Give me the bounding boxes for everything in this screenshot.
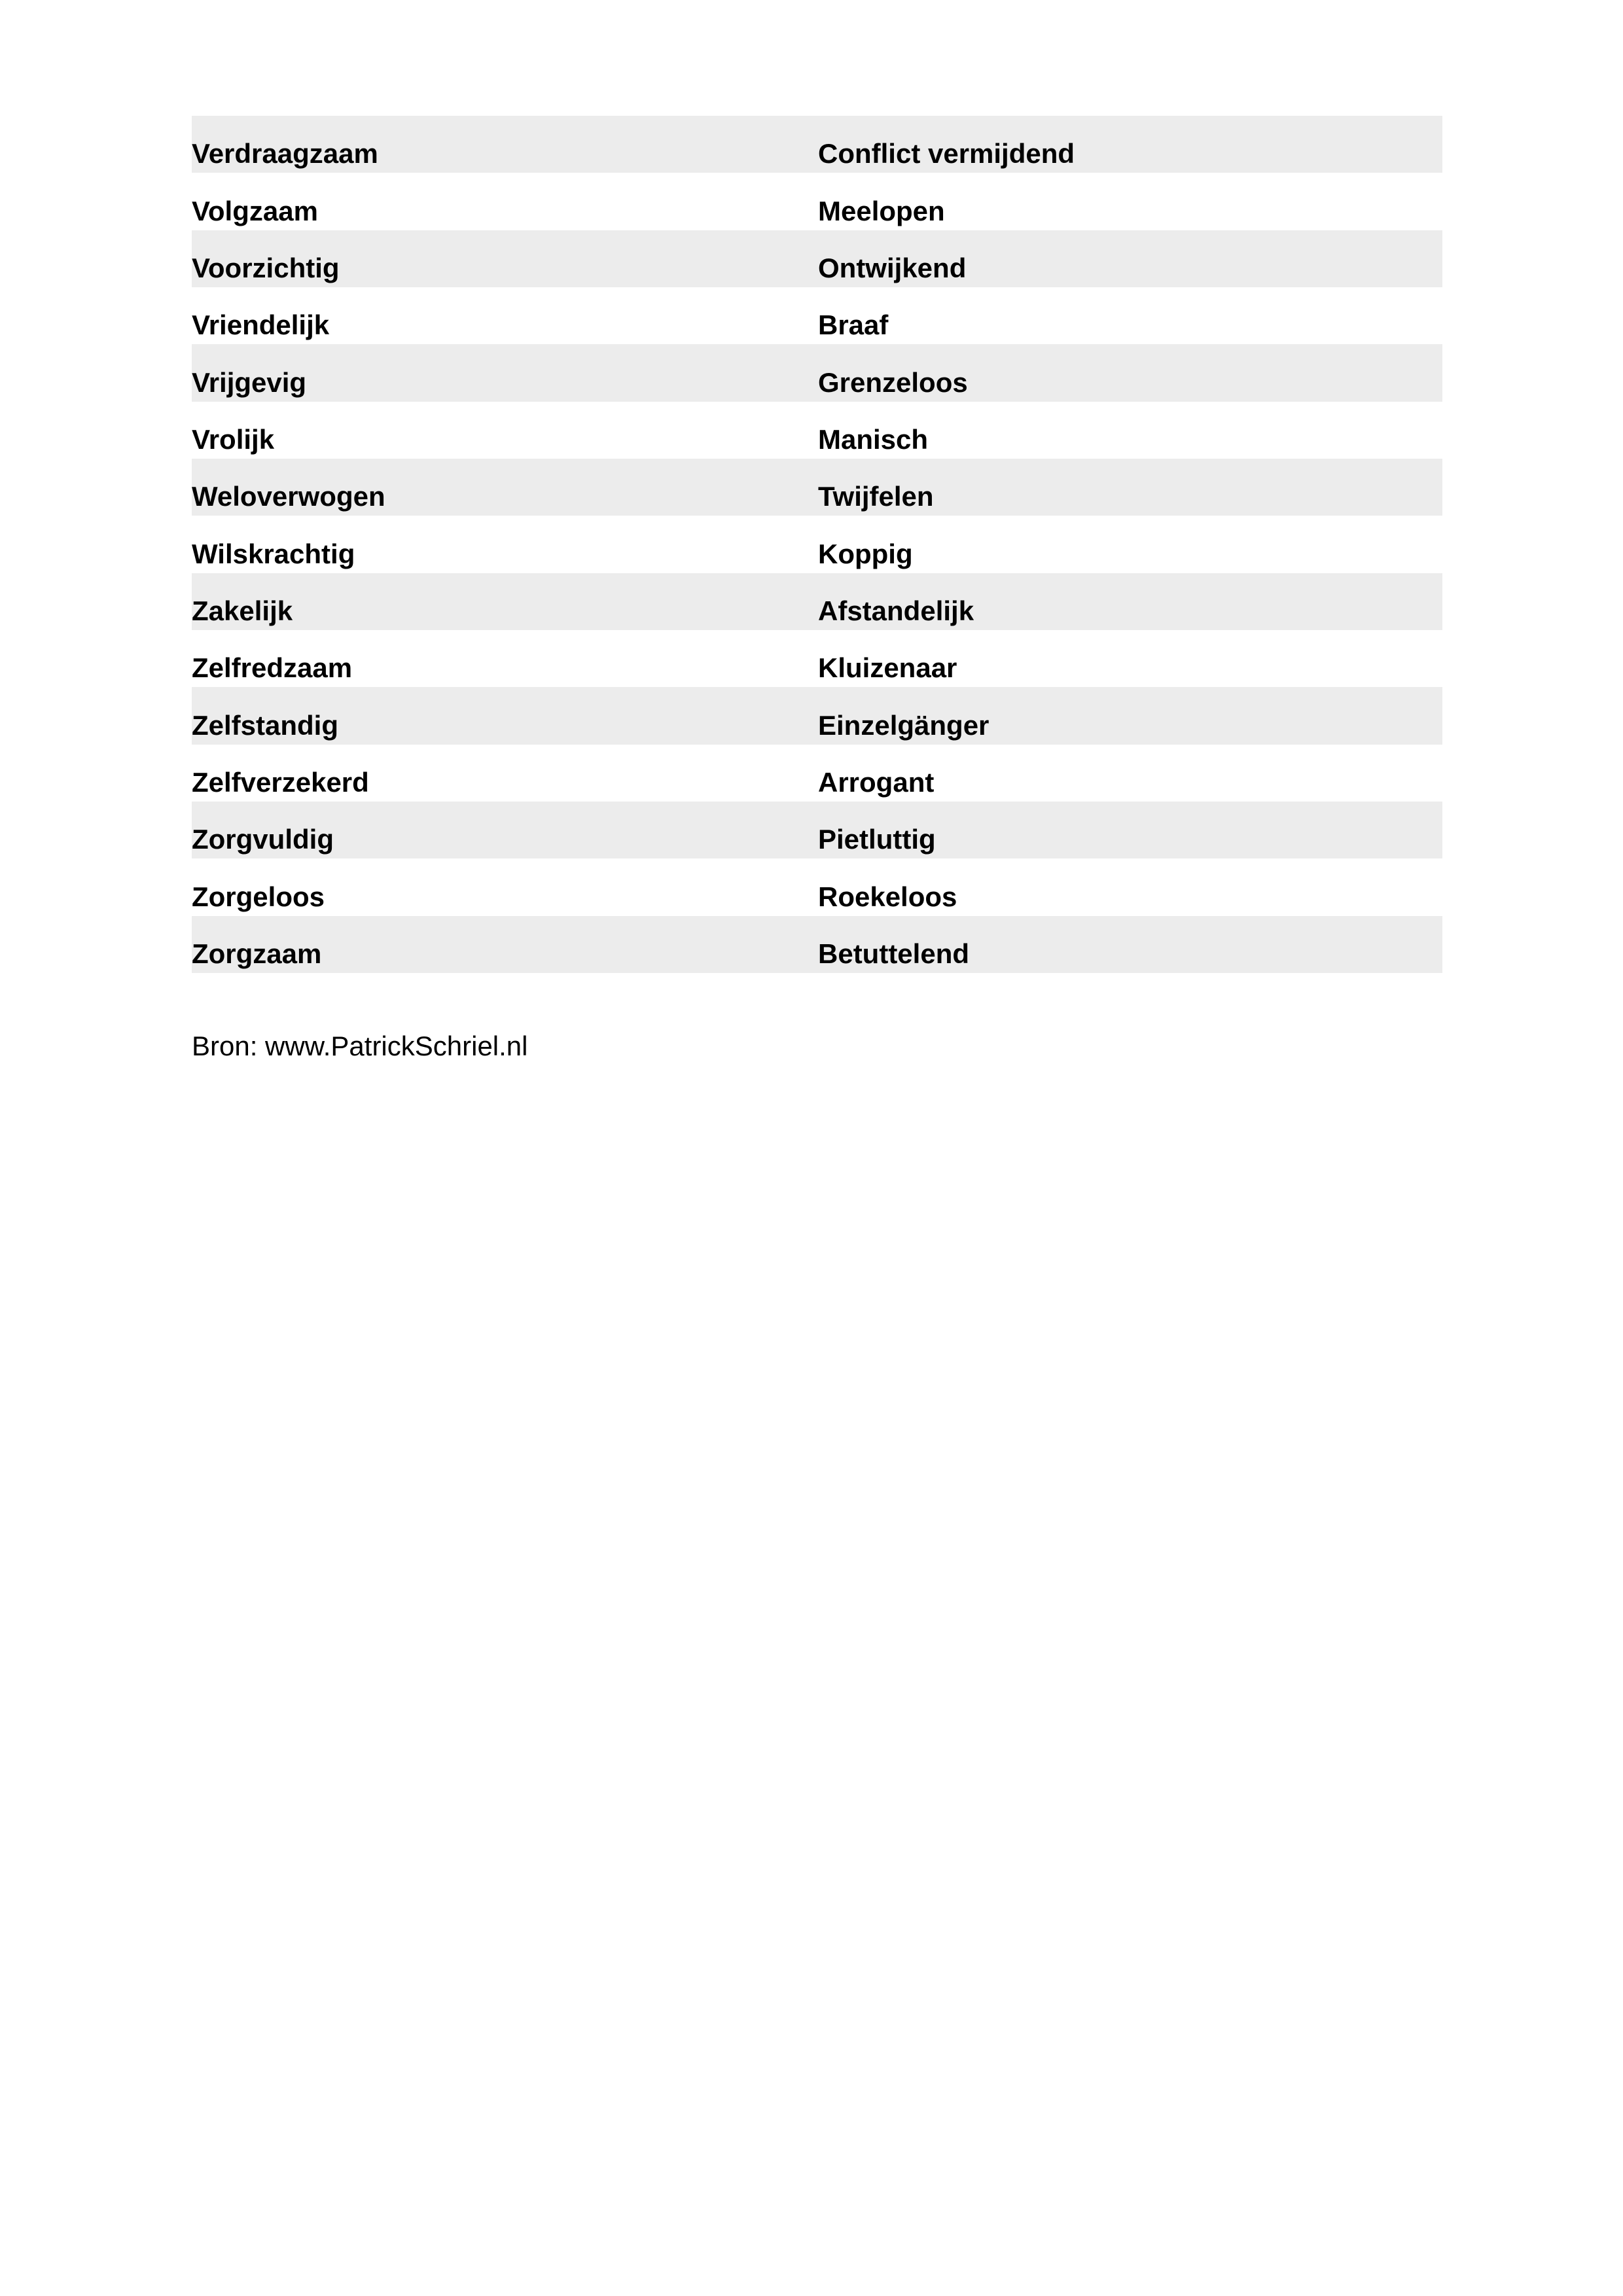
pitfall-cell: Braaf — [818, 309, 889, 341]
table-row — [192, 230, 1442, 287]
table-row — [192, 573, 1442, 630]
table-row — [192, 459, 1442, 516]
pitfall-cell: Arrogant — [818, 766, 935, 798]
trait-cell: Volgzaam — [192, 195, 318, 226]
table-row — [192, 916, 1442, 973]
table-row — [192, 858, 1442, 915]
pitfall-cell: Betuttelend — [818, 938, 969, 969]
pitfall-cell: Manisch — [818, 423, 929, 455]
trait-cell: Vrolijk — [192, 423, 275, 455]
trait-cell: Zorgzaam — [192, 938, 322, 969]
table-row — [192, 802, 1442, 858]
trait-cell: Zakelijk — [192, 595, 293, 626]
trait-cell: Vrijgevig — [192, 366, 307, 398]
table-row — [192, 630, 1442, 687]
table-row — [192, 116, 1442, 173]
pitfall-cell: Twijfelen — [818, 481, 934, 512]
table-row — [192, 173, 1442, 230]
pitfall-cell: Einzelgänger — [818, 709, 990, 741]
trait-cell: Zelfredzaam — [192, 652, 353, 684]
trait-cell: Weloverwogen — [192, 481, 385, 512]
table-row — [192, 745, 1442, 802]
trait-cell: Zelfstandig — [192, 709, 339, 741]
trait-cell: Wilskrachtig — [192, 538, 355, 569]
pitfall-cell: Grenzeloos — [818, 366, 968, 398]
pitfall-cell: Ontwijkend — [818, 252, 967, 283]
trait-cell: Verdraagzaam — [192, 138, 378, 169]
table-row — [192, 344, 1442, 401]
source-credit: Bron: www.PatrickSchriel.nl — [192, 1031, 528, 1061]
pitfall-cell: Roekeloos — [818, 881, 957, 912]
trait-table — [192, 116, 1442, 973]
pitfall-cell: Afstandelijk — [818, 595, 974, 626]
table-row — [192, 687, 1442, 744]
pitfall-cell: Meelopen — [818, 195, 945, 226]
pitfall-cell: Pietluttig — [818, 824, 936, 855]
table-row — [192, 402, 1442, 459]
trait-cell: Zelfverzekerd — [192, 766, 369, 798]
trait-cell: Zorgeloos — [192, 881, 325, 912]
trait-cell: Vriendelijk — [192, 309, 330, 341]
pitfall-cell: Koppig — [818, 538, 913, 569]
trait-cell: Zorgvuldig — [192, 824, 334, 855]
pitfall-cell: Kluizenaar — [818, 652, 957, 684]
pitfall-cell: Conflict vermijdend — [818, 138, 1075, 169]
table-row — [192, 287, 1442, 344]
table-row — [192, 516, 1442, 573]
trait-cell: Voorzichtig — [192, 252, 340, 283]
